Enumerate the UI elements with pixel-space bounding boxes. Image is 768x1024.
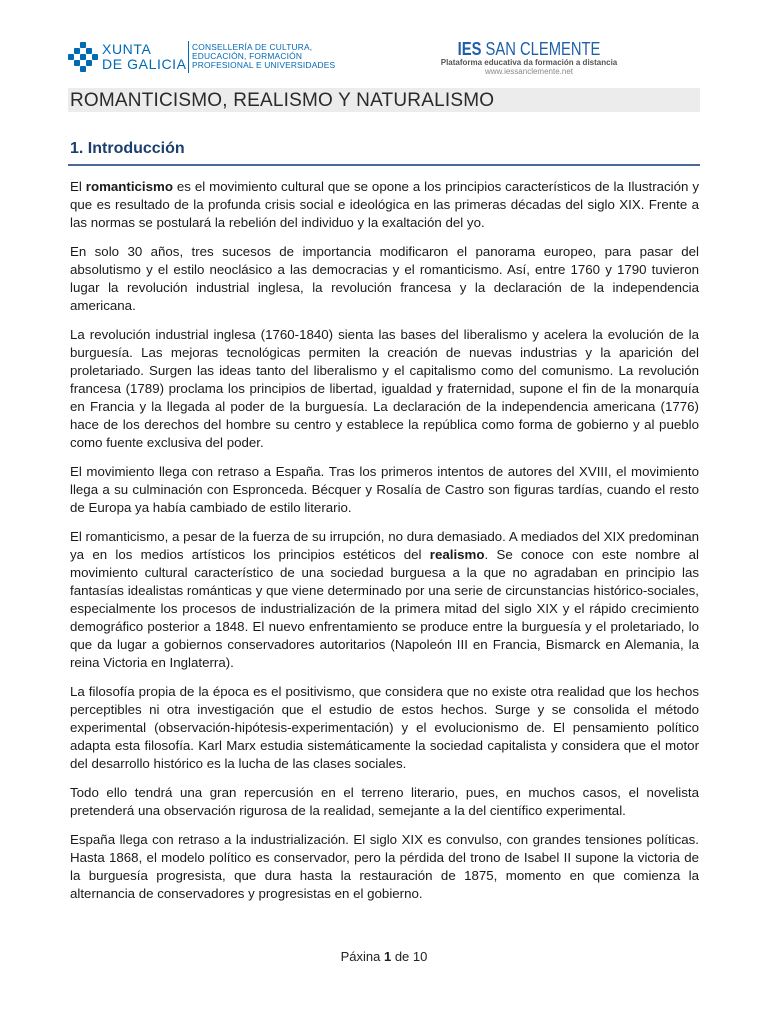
paragraph: El romanticismo es el movimiento cultural que se opone a los principios característicos de la Ilustración y que es resultado de la profunda crisis social e ideológica en las primeras décadas del siglo XIX. Frente a las normas se postulará la rebelión del individuo y la exaltación del yo.: [70, 179, 699, 230]
section-heading: 1. Introducción: [70, 140, 185, 157]
page-footer: [0, 949, 768, 964]
ies-logo: [414, 40, 644, 77]
section-rule: [68, 164, 700, 166]
header-divider: [188, 41, 189, 73]
paragraph: La revolución industrial inglesa (1760-1840) sienta las bases del liberalismo y acelera la evolución de la burguesía. Las mejoras tecnológicas permiten la creación de nuevas industrias y la aparición del proletariado. Surgen las ideas tanto del liberalismo y el capitalismo como del comunismo. La revolución francesa (1789) proclama los principios de libertad, igualdad y fraternidad, supone el fin de la monarquía en Francia y la llegada al poder de la burguesía. La declaración de la independencia americana (1776) hace de los derechos del hombre su centro y establece la república como forma de gobierno y al pueblo como fuente exclusiva del poder.: [70, 327, 699, 450]
paragraph: La filosofía propia de la época es el positivismo, que considera que no existe otra realidad que los hechos perceptibles ni otra investigación que el estudio de estos hechos. Surge y se consolida el método experimental (observación-hipótesis-experimentación) y el evolucionismo de. El pensamiento político adapta esta filosofía. Karl Marx estudia sistemáticamente la sociedad capitalista y considera que el motor del desarrollo histórico es la lucha de las clases sociales.: [70, 684, 699, 771]
paragraph: En solo 30 años, tres sucesos de importancia modificaron el panorama europeo, para pasar del absolutismo y el estilo neoclásico a las democracias y el romanticismo. Así, entre 1760 y 1790 tuvieron lugar la revolución industrial inglesa, la revolución francesa y la declaración de la independencia americana.: [70, 244, 699, 313]
page-total: 10: [412, 949, 428, 964]
document-title: ROMANTICISMO, REALISMO Y NATURALISMO: [70, 90, 495, 111]
page-current: 1: [383, 949, 392, 964]
paragraph: España llega con retraso a la industrialización. El siglo XIX es convulso, con grandes tensiones políticas. Hasta 1868, el modelo político es conservador, pero la pérdida del trono de Isabel II supone la victoria de la burguesía progresista, que dura hasta la restauración de 1875, momento en que comienza la alternancia de conservadores y progresistas en el gobierno.: [70, 832, 699, 901]
xunta-wordmark: XUNTA DE GALICIA: [102, 41, 187, 72]
conselleria-name: CONSELLERÍA DE CULTURA, EDUCACIÓN, FORMACIÓN PROFESIONAL E UNIVERSIDADES: [192, 42, 336, 70]
page-separator: de: [394, 949, 410, 964]
page-header: [68, 40, 700, 80]
key-term: romanticismo: [85, 179, 173, 194]
page-label: Páxina: [340, 949, 381, 964]
paragraph: Todo ello tendrá una gran repercusión en el terreno literario, pues, en muchos casos, el novelista pretenderá una observación rigurosa de la realidad, semejante a la del científico experimental.: [70, 785, 699, 818]
ies-subtitle: Plataforma educativa da formación a distancia: [440, 58, 618, 67]
ies-url: www.iessanclemente.net: [484, 67, 574, 76]
document-title-bar: [68, 88, 700, 112]
xunta-cross-logo-icon: [68, 42, 98, 72]
paragraph: El movimiento llega con retraso a España. Tras los primeros intentos de autores del XVIII, el movimiento llega a su culminación con Espronceda. Bécquer y Rosalía de Castro son figuras tardías, cuando el resto de Europa ya había cambiado de estilo literario.: [70, 464, 699, 515]
paragraph: El romanticismo, a pesar de la fuerza de su irrupción, no dura demasiado. A mediados del XIX predominan ya en los medios artísticos los principios estéticos del realismo. Se conoce con este nombre al movimiento cultural característico de una sociedad burguesa a la que no agradaban en principio las fantasías idealistas románticas y que viene determinado por una serie de circunstancias histórico-sociales, especialmente los procesos de industrialización de la primera mitad del siglo XIX y el rápido crecimiento demográfico posterior a 1848. El nuevo enfrentamiento se produce entre la burguesía y el proletariado, lo que da lugar a gobiernos conservadores autoritarios (Napoleón III en Francia, Bismarck en Alemania, la reina Victoria en Inglaterra).: [70, 529, 699, 670]
key-term: realismo: [429, 547, 485, 562]
document-body: [70, 178, 699, 914]
ies-title: IES SAN CLEMENTE: [457, 39, 601, 59]
